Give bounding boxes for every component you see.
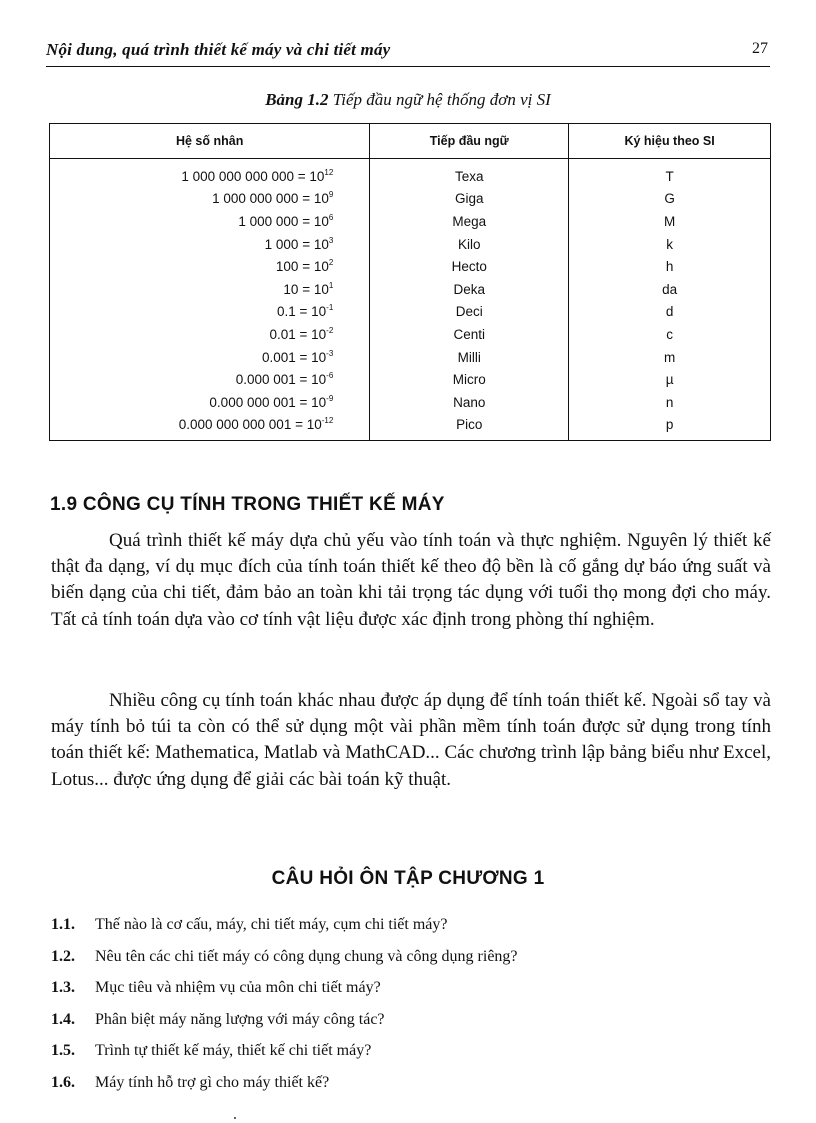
question-text: Thế nào là cơ cấu, máy, chi tiết máy, cụm chi tiết máy? (95, 916, 448, 933)
table-row (50, 159, 771, 188)
question-number: 1.5. (51, 1042, 75, 1059)
symbol-cell: M (569, 210, 771, 233)
list-item (51, 909, 518, 941)
symbol-cell: µ (569, 368, 771, 391)
running-title: Nội dung, quá trình thiết kế máy và chi tiết máy (46, 40, 391, 59)
multiplier-value: 0.000 000 000 001 (178, 417, 292, 433)
table-caption-text: Tiếp đầu ngữ hệ thống đơn vị SI (332, 90, 551, 109)
table-caption-label: Bảng 1.2 (265, 90, 329, 109)
question-number: 1.6. (51, 1073, 75, 1091)
table-caption (0, 90, 816, 110)
symbol-cell: G (569, 188, 771, 211)
question-text: Phân biệt máy năng lượng với máy công tác? (95, 1010, 385, 1028)
symbol-cell: da (569, 278, 771, 301)
prefix-cell: Deci (370, 301, 569, 324)
header-prefix: Tiếp đầu ngữ (370, 124, 569, 159)
symbol-cell: d (569, 301, 771, 324)
multiplier-cell: 1 $000 = 10^3$ (50, 233, 370, 256)
multiplier-cell: 0.000 000 $001 = 10^{-9}$ (50, 391, 370, 414)
multiplier-cell: 1 000 000 $000 = 10^9$ (50, 188, 370, 211)
multiplier-cell: 1 000 000 000 $000 = 10^{12}$ (50, 159, 370, 188)
multiplier-value: 0.000 001 (235, 372, 296, 388)
multiplier-value: 1 000 (264, 236, 299, 252)
multiplier-exponent: 9 (328, 190, 334, 200)
table-row (50, 414, 771, 441)
table-row (50, 391, 771, 414)
prefix-cell: Mega (370, 210, 569, 233)
table-row (50, 210, 771, 233)
multiplier-exponent: 3 (328, 235, 334, 245)
multiplier-exponent: -9 (326, 393, 334, 403)
multiplier-value: 0.1 (276, 304, 296, 320)
multiplier-value: 1 000 000 (238, 213, 299, 229)
list-item (51, 1004, 518, 1036)
multiplier-cell: $10 = 10^1$ (50, 278, 370, 301)
table-header-row (50, 124, 771, 159)
multiplier-exponent: -2 (326, 325, 334, 335)
section-heading: 1.9 CÔNG CỤ TÍNH TRONG THIẾT KẾ MÁY (50, 494, 445, 515)
prefix-cell: Micro (370, 368, 569, 391)
multiplier-exponent: -3 (326, 348, 334, 358)
list-item (51, 941, 518, 973)
section-paragraph-2: Nhiều công cụ tính toán khác nhau được áp dụng để tính toán thiết kế. Ngoài sổ tay và máy tính bỏ túi ta còn có thể sử dụng một vài phần mềm tính toán được sử dụng trong tính toán thiết kế: Mathematica, Matlab và MathCAD... Các chương trình lập bảng biểu như Excel, Lotus... được ứng dụng để giải các bài toán kỹ thuật. (51, 690, 771, 790)
list-item (51, 972, 518, 1004)
table-row (50, 255, 771, 278)
multiplier-value: 0.001 (261, 349, 296, 365)
symbol-cell: m (569, 346, 771, 369)
stray-mark (234, 1117, 236, 1119)
multiplier-cell: 0.000 $001 = 10^{-6}$ (50, 368, 370, 391)
table-row (50, 323, 771, 346)
list-item (51, 1035, 518, 1067)
symbol-cell: n (569, 391, 771, 414)
question-number: 1.4. (51, 1010, 75, 1028)
multiplier-value: 0.000 000 001 (209, 394, 296, 410)
multiplier-cell: $0.1 = 10^{-1}$ (50, 301, 370, 324)
multiplier-exponent: 6 (328, 212, 334, 222)
multiplier-exponent: -6 (326, 371, 334, 381)
question-number: 1.3. (51, 979, 75, 996)
table-row (50, 346, 771, 369)
table-row (50, 278, 771, 301)
multiplier-value: 100 (275, 259, 299, 275)
multiplier-exponent: 12 (324, 167, 334, 177)
prefix-cell: Milli (370, 346, 569, 369)
header-symbol: Ký hiệu theo SI (569, 124, 771, 159)
multiplier-cell: 0.000 000 000 $001 = 10^{-12}$ (50, 414, 370, 441)
symbol-cell: k (569, 233, 771, 256)
header-multiplier: Hệ số nhân (50, 124, 370, 159)
running-header (46, 38, 770, 67)
multiplier-value: 1 000 000 000 000 (181, 168, 294, 184)
multiplier-value: 0.01 (269, 326, 296, 342)
table-row (50, 301, 771, 324)
prefix-cell: Texa (370, 159, 569, 188)
list-item (51, 1067, 518, 1099)
table-row (50, 233, 771, 256)
prefix-cell: Nano (370, 391, 569, 414)
prefix-cell: Deka (370, 278, 569, 301)
table-row (50, 368, 771, 391)
prefix-cell: Kilo (370, 233, 569, 256)
multiplier-cell: 1 000 $000 = 10^6$ (50, 210, 370, 233)
multiplier-cell: $0.001 = 10^{-3}$ (50, 346, 370, 369)
question-number: 1.2. (51, 947, 75, 965)
review-question-list (51, 909, 518, 1098)
question-text: Trình tự thiết kế máy, thiết kế chi tiết máy? (95, 1042, 372, 1059)
si-prefix-table (49, 123, 771, 441)
table-row (50, 188, 771, 211)
page-number: 27 (752, 40, 768, 57)
multiplier-exponent: -12 (321, 416, 334, 426)
question-text: Nêu tên các chi tiết máy có công dụng chung và công dụng riêng? (95, 947, 518, 965)
prefix-cell: Pico (370, 414, 569, 441)
question-number: 1.1. (51, 916, 75, 933)
symbol-cell: p (569, 414, 771, 441)
multiplier-cell: $0.01 = 10^{-2}$ (50, 323, 370, 346)
question-text: Máy tính hỗ trợ gì cho máy thiết kế? (95, 1073, 330, 1091)
symbol-cell: h (569, 255, 771, 278)
prefix-cell: Giga (370, 188, 569, 211)
review-heading: CÂU HỎI ÔN TẬP CHƯƠNG 1 (271, 868, 545, 889)
multiplier-cell: $100 = 10^2$ (50, 255, 370, 278)
multiplier-value: 1 000 000 000 (212, 191, 299, 207)
symbol-cell: c (569, 323, 771, 346)
multiplier-exponent: -1 (326, 303, 334, 313)
multiplier-value: 10 (283, 281, 299, 297)
prefix-cell: Centi (370, 323, 569, 346)
section-paragraph-1: Quá trình thiết kế máy dựa chủ yếu vào tính toán và thực nghiệm. Nguyên lý thiết kế thật đa dạng, ví dụ mục đích của tính toán thiết kế theo độ bền là cố gắng dự báo ứng suất và biến dạng của chi tiết, đảm bảo an toàn khi tải trọng tác dụng với tuổi thọ mong đợi cho máy. Tất cả tính toán dựa vào cơ tính vật liệu được xác định trong phòng thí nghiệm. (51, 530, 771, 630)
symbol-cell: T (569, 159, 771, 188)
multiplier-exponent: 2 (328, 258, 334, 268)
question-text: Mục tiêu và nhiệm vụ của môn chi tiết máy? (95, 979, 381, 996)
multiplier-exponent: 1 (328, 280, 334, 290)
prefix-cell: Hecto (370, 255, 569, 278)
